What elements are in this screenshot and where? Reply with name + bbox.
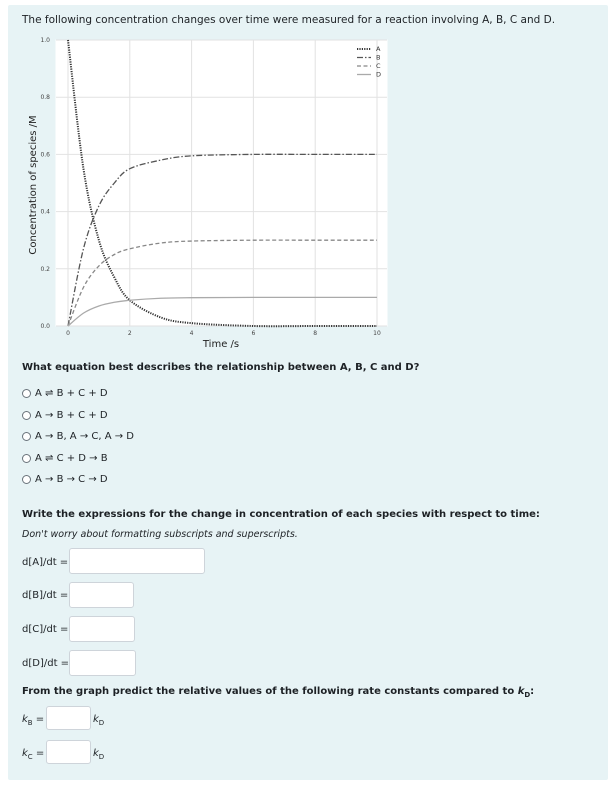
radio-icon[interactable] xyxy=(22,475,31,484)
option-4[interactable] xyxy=(22,448,134,470)
question3-text: From the graph predict the relative values of the following rate constants compared to xyxy=(22,686,518,697)
plot-area xyxy=(56,40,387,326)
x-tick-label: 2 xyxy=(127,330,132,337)
y-tick-label: 0.2 xyxy=(40,265,50,273)
option-label: A → B, A → C, A → D xyxy=(35,431,134,443)
intro-text: The following concentration changes over time were measured for a reaction involving A, B, C and D. xyxy=(22,14,556,26)
y-tick-label: 0.8 xyxy=(40,94,50,102)
kB-input[interactable] xyxy=(46,706,91,730)
dA-dt-input[interactable] xyxy=(69,548,205,574)
concentration-chart xyxy=(0,0,609,360)
x-tick-label: 10 xyxy=(373,330,381,337)
y-tick-label: 0.4 xyxy=(40,208,50,216)
question-rate-constants: From the graph predict the relative values of the following rate constants compared to $k_D$: xyxy=(22,686,535,699)
legend-label-C: C xyxy=(376,62,381,71)
option-5[interactable] xyxy=(22,469,134,491)
radio-icon[interactable] xyxy=(22,454,31,463)
dB-dt-label: d[B]/dt = xyxy=(22,590,69,601)
y-axis-label: Concentration of species /M xyxy=(28,115,39,255)
equation-options xyxy=(22,383,134,491)
y-tick-label: 0.0 xyxy=(40,323,50,330)
dB-dt-input[interactable] xyxy=(69,582,134,608)
option-2[interactable] xyxy=(22,405,134,427)
radio-icon[interactable] xyxy=(22,411,31,420)
x-tick-label: 8 xyxy=(313,330,318,337)
option-label: A → B → C → D xyxy=(35,474,108,486)
option-label: A ⇌ B + C + D xyxy=(35,388,108,400)
kC-unit: $k_D$ xyxy=(93,748,105,761)
legend-label-D: D xyxy=(376,70,382,79)
y-tick-label: 1.0 xyxy=(40,37,50,44)
radio-icon[interactable] xyxy=(22,432,31,441)
x-tick-label: 0 xyxy=(66,330,70,337)
radio-icon[interactable] xyxy=(22,389,31,398)
kB-label: $k_B$ = xyxy=(22,714,45,727)
option-1[interactable] xyxy=(22,383,134,405)
kD-symbol: $k_D$ xyxy=(517,686,531,699)
dA-dt-label: d[A]/dt = xyxy=(22,557,69,568)
dD-dt-label: d[D]/dt = xyxy=(22,658,70,669)
dD-dt-input[interactable] xyxy=(69,650,136,676)
dC-dt-input[interactable] xyxy=(69,616,135,642)
question-equation: What equation best describes the relationship between A, B, C and D? xyxy=(22,362,420,373)
kC-input[interactable] xyxy=(46,740,91,764)
option-3[interactable] xyxy=(22,426,134,448)
option-label: A ⇌ C + D → B xyxy=(35,452,108,464)
dC-dt-label: d[C]/dt = xyxy=(22,624,69,635)
formatting-note: Don't worry about formatting subscripts and superscripts. xyxy=(22,529,298,540)
legend-label-B: B xyxy=(376,53,381,62)
x-tick-label: 6 xyxy=(251,330,256,337)
legend-label-A: A xyxy=(376,45,381,54)
x-axis-label: Time /s xyxy=(202,339,240,350)
kC-label: $k_C$ = xyxy=(22,748,45,761)
kB-unit: $k_D$ xyxy=(93,714,105,727)
option-label: A → B + C + D xyxy=(35,409,108,421)
y-tick-label: 0.6 xyxy=(40,151,50,159)
question-rate-expressions: Write the expressions for the change in concentration of each species with respect to time: xyxy=(22,509,540,520)
x-tick-label: 4 xyxy=(189,330,194,337)
